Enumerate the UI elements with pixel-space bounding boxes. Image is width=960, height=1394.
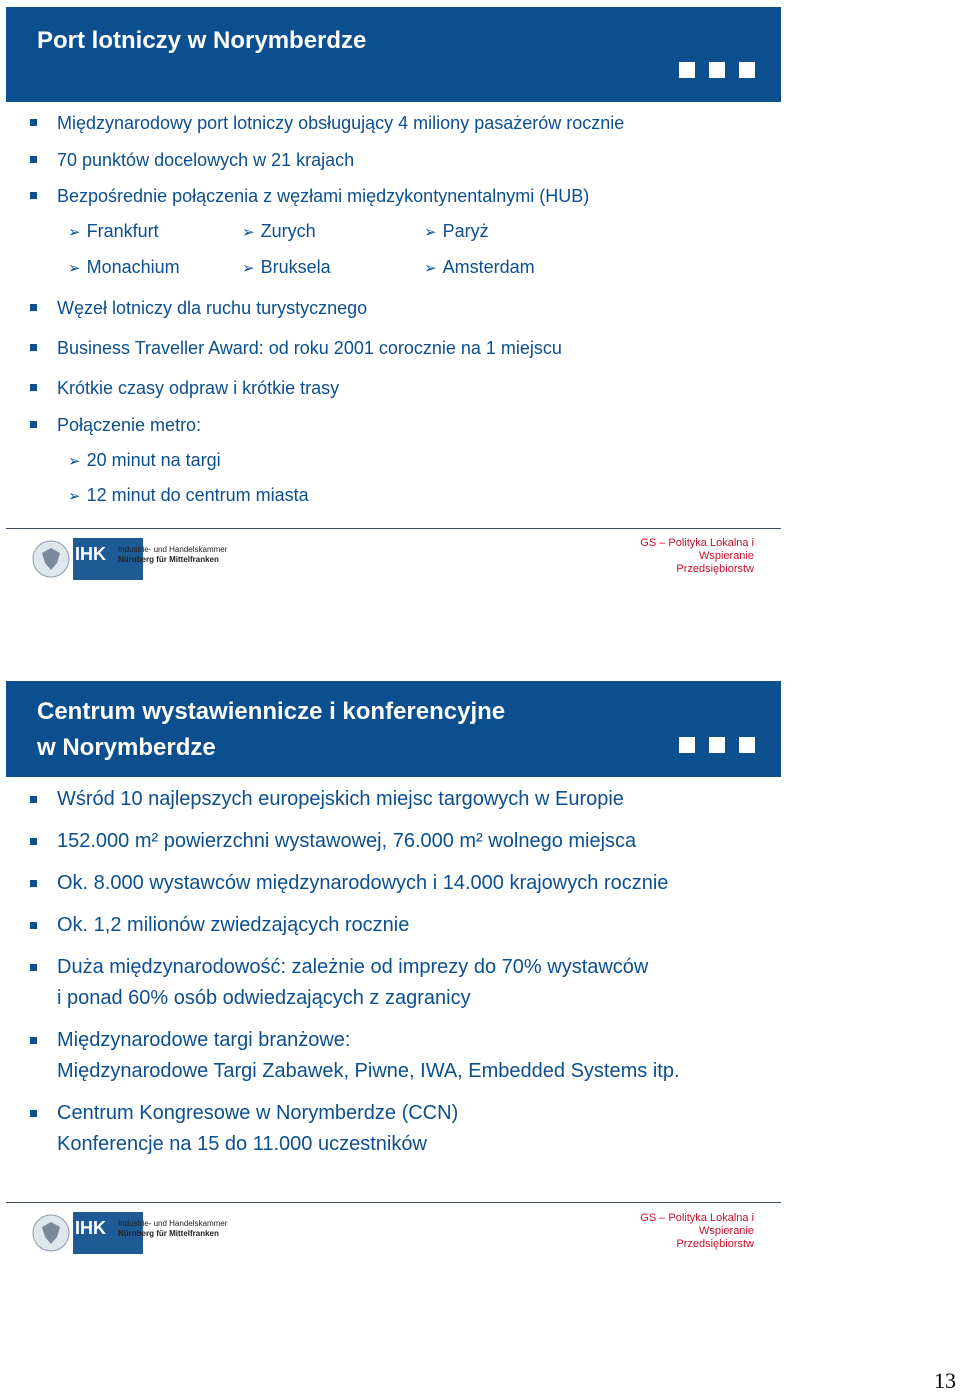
bullet-square-icon	[30, 192, 37, 199]
metro-label: 20 minut na targi	[86, 450, 221, 470]
caption-line: Wspieranie	[698, 550, 754, 562]
bullet-text: Duża międzynarodowość: zależnie od imprezy do 70% wystawców	[57, 956, 649, 978]
bullet-text: Centrum Kongresowe w Norymberdze (CCN)	[57, 1102, 459, 1124]
eagle-seal-icon	[32, 539, 70, 579]
logo-line1: Industrie- und Handelskammer	[118, 545, 228, 554]
hub-item	[242, 257, 331, 278]
eagle-seal-icon	[32, 1213, 70, 1253]
square-icon	[709, 737, 725, 753]
logo-line2: Nürnberg für Mittelfranken	[118, 555, 219, 564]
title-bar	[6, 681, 781, 777]
slide-title	[37, 694, 505, 766]
footer-caption	[614, 1212, 754, 1251]
bullet-square-icon	[30, 119, 37, 126]
bullet-square-icon	[30, 964, 37, 971]
bullet-text: 70 punktów docelowych w 21 krajach	[57, 150, 355, 170]
arrow-right-icon: ➢	[68, 488, 81, 505]
caption-line: GS – Polityka Lokalna i	[640, 1212, 754, 1224]
bullet-square-icon	[30, 384, 37, 391]
bullet-text: Krótkie czasy odpraw i krótkie trasy	[57, 378, 340, 398]
bullet-text: Międzynarodowe Targi Zabawek, Piwne, IWA, Embedded Systems itp.	[57, 1060, 680, 1082]
hub-label: Paryż	[442, 221, 489, 241]
metro-label: 12 minut do centrum miasta	[86, 485, 309, 505]
bullet-square-icon	[30, 421, 37, 428]
square-icon	[679, 62, 695, 78]
bullet-square-icon	[30, 880, 37, 887]
bullet-text: 152.000 m² powierzchni wystawowej, 76.000 m² wolnego miejsca	[57, 830, 637, 852]
decorative-squares	[679, 737, 755, 753]
bullet-text: Międzynarodowe targi branżowe:	[57, 1029, 351, 1051]
bullet-square-icon	[30, 304, 37, 311]
metro-item	[68, 485, 309, 506]
ihk-text: IHK	[75, 1218, 106, 1238]
ihk-logo	[32, 1212, 228, 1256]
slide-title	[37, 23, 366, 59]
bullet-text: Połączenie metro:	[57, 415, 202, 435]
bullet-text: Międzynarodowy port lotniczy obsługujący 4 miliony pasażerów rocznie	[57, 113, 625, 133]
ihk-logo	[32, 538, 228, 582]
bullet-square-icon	[30, 1037, 37, 1044]
hub-label: Frankfurt	[86, 221, 159, 241]
hub-label: Amsterdam	[442, 257, 535, 277]
bullet-text: Konferencje na 15 do 11.000 uczestników	[57, 1133, 427, 1155]
square-icon	[679, 737, 695, 753]
bullet-square-icon	[30, 1110, 37, 1117]
square-icon	[739, 62, 755, 78]
bullet-text: Ok. 1,2 milionów zwiedzających rocznie	[57, 914, 410, 936]
caption-line: Przedsiębiorstw	[676, 1238, 754, 1250]
caption-line: Wspieranie	[698, 1225, 754, 1237]
hub-item	[424, 221, 489, 242]
slide-title-line: w Norymberdze	[37, 734, 216, 761]
bullet-text: i ponad 60% osób odwiedzających z zagranicy	[57, 987, 471, 1009]
bullet-text: Węzeł lotniczy dla ruchu turystycznego	[57, 298, 368, 318]
caption-line: Przedsiębiorstw	[676, 563, 754, 575]
caption-line: GS – Polityka Lokalna i	[640, 537, 754, 549]
arrow-right-icon: ➢	[68, 453, 81, 470]
metro-item	[68, 450, 221, 471]
logo-line2: Nürnberg für Mittelfranken	[118, 1229, 219, 1238]
ihk-text: IHK	[75, 544, 106, 564]
bullet-square-icon	[30, 156, 37, 163]
footer-divider	[6, 1202, 781, 1203]
hub-label: Zurych	[260, 221, 316, 241]
arrow-right-icon: ➢	[424, 224, 437, 241]
arrow-right-icon: ➢	[424, 260, 437, 277]
bullet-text: Ok. 8.000 wystawców międzynarodowych i 14.000 krajowych rocznie	[57, 872, 669, 894]
hub-label: Bruksela	[260, 257, 331, 277]
bullet-text: Business Traveller Award: od roku 2001 corocznie na 1 miejscu	[57, 338, 562, 358]
arrow-right-icon: ➢	[242, 260, 255, 277]
footer-divider	[6, 528, 781, 529]
bullet-text: Bezpośrednie połączenia z węzłami międzykontynentalnymi (HUB)	[57, 186, 590, 206]
arrow-right-icon: ➢	[68, 260, 81, 277]
bullet-square-icon	[30, 922, 37, 929]
footer-caption	[614, 537, 754, 576]
square-icon	[739, 737, 755, 753]
page-number: 13	[934, 1368, 956, 1393]
hub-item	[242, 221, 316, 242]
hub-item	[68, 257, 180, 278]
bullet-square-icon	[30, 838, 37, 845]
title-bar	[6, 7, 781, 102]
logo-line1: Industrie- und Handelskammer	[118, 1219, 228, 1228]
slide-title-text: Port lotniczy w Norymberdze	[37, 27, 367, 54]
square-icon	[709, 62, 725, 78]
bullet-text: Wśród 10 najlepszych europejskich miejsc targowych w Europie	[57, 788, 624, 810]
hub-item	[68, 221, 159, 242]
bullet-square-icon	[30, 344, 37, 351]
decorative-squares	[679, 62, 755, 78]
arrow-right-icon: ➢	[68, 224, 81, 241]
slide-title-line: Centrum wystawiennicze i konferencyjne	[37, 698, 506, 725]
arrow-right-icon: ➢	[242, 224, 255, 241]
bullet-square-icon	[30, 796, 37, 803]
hub-label: Monachium	[86, 257, 180, 277]
hub-item	[424, 257, 535, 278]
